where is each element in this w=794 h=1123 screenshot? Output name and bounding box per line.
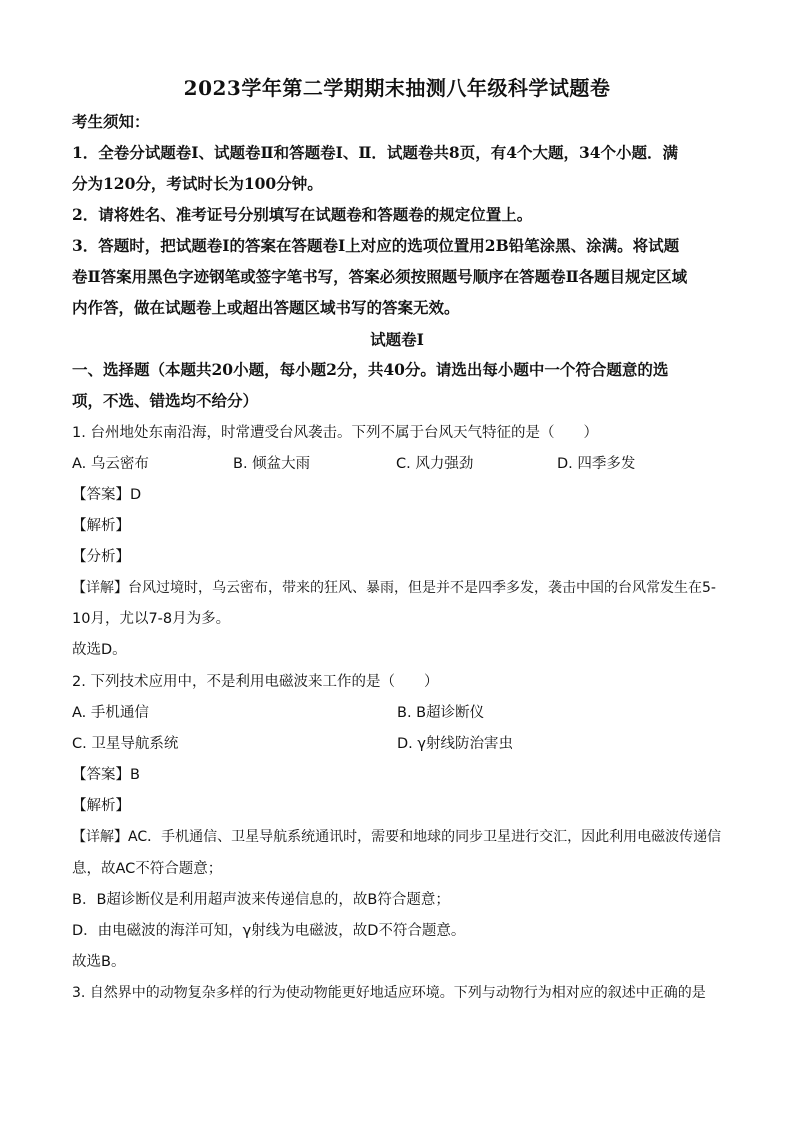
notice-line-1: 1．全卷分试题卷Ⅰ、试题卷Ⅱ和答题卷Ⅰ、Ⅱ．试题卷共8页，有4个大题，34个小题．满: [72, 143, 679, 162]
q2-option-c: C. 卫星导航系统: [72, 736, 179, 752]
q3-stem: 3. 自然界中的动物复杂多样的行为使动物能更好地适应环境。下列与动物行为相对应的叙述中正确的是: [72, 985, 706, 1001]
q2-analysis: 【解析】: [72, 798, 130, 814]
q1-analysis: 【解析】: [72, 518, 130, 534]
part1-line-2: 项，不选、错选均不给分）: [72, 391, 259, 410]
q2-detail-2: 息，故AC不符合题意；: [72, 861, 223, 877]
q2-option-b: B. B超诊断仪: [397, 705, 485, 721]
q2-detail-4: D．由电磁波的海洋可知，γ射线为电磁波，故D不符合题意。: [72, 923, 466, 939]
q1-option-a: A. 乌云密布: [72, 456, 149, 472]
part1-line-1: 一、选择题（本题共20小题，每小题2分，共40分。请选出每小题中一个符合题意的选: [72, 360, 669, 379]
notice-line-3: 2．请将姓名、准考证号分别填写在试题卷和答题卷的规定位置上。: [72, 205, 533, 224]
q2-option-d: D. γ射线防治害虫: [397, 736, 513, 752]
q1-option-b: B. 倾盆大雨: [233, 456, 311, 472]
q2-detail-1: 【详解】AC．手机通信、卫星导航系统通讯时，需要和地球的同步卫星进行交汇，因此利用电磁波传递信: [72, 829, 722, 845]
notice-line-2: 分为120分，考试时长为100分钟。: [72, 174, 323, 193]
q2-conclusion: 故选B。: [72, 954, 126, 970]
q2-detail-3: B．B超诊断仪是利用超声波来传递信息的，故B符合题意；: [72, 892, 450, 908]
q1-fenxi: 【分析】: [72, 549, 130, 565]
q1-option-d: D. 四季多发: [557, 456, 636, 472]
q1-detail-2: 10月，尤以7-8月为多。: [72, 611, 231, 627]
q1-option-c: C. 风力强劲: [396, 456, 474, 472]
q1-detail-1: 【详解】台风过境时，乌云密布，带来的狂风、暴雨，但是并不是四季多发，袭击中国的台风常发生在5-: [72, 580, 716, 596]
notice-line-6: 内作答，做在试题卷上或超出答题区域书写的答案无效。: [72, 298, 460, 317]
q1-answer: 【答案】D: [72, 487, 142, 503]
q2-stem: 2. 下列技术应用中，不是利用电磁波来工作的是（ ）: [72, 674, 439, 690]
q2-answer: 【答案】B: [72, 767, 140, 783]
page-title: 2023学年第二学期期末抽测八年级科学试题卷: [183, 76, 611, 100]
notice-heading: 考生须知：: [72, 112, 150, 131]
q1-stem: 1. 台州地处东南沿海，时常遭受台风袭击。下列不属于台风天气特征的是（ ）: [72, 425, 598, 441]
q1-conclusion: 故选D。: [72, 642, 127, 658]
q2-option-a: A. 手机通信: [72, 705, 149, 721]
section-title: 试题卷Ⅰ: [370, 330, 424, 349]
notice-line-5: 卷Ⅱ答案用黑色字迹钢笔或签字笔书写，答案必须按照题号顺序在答题卷Ⅱ各题目规定区域: [72, 267, 688, 286]
notice-line-4: 3．答题时，把试题卷Ⅰ的答案在答题卷Ⅰ上对应的选项位置用2B铅笔涂黑、涂满。将试题: [72, 236, 680, 255]
